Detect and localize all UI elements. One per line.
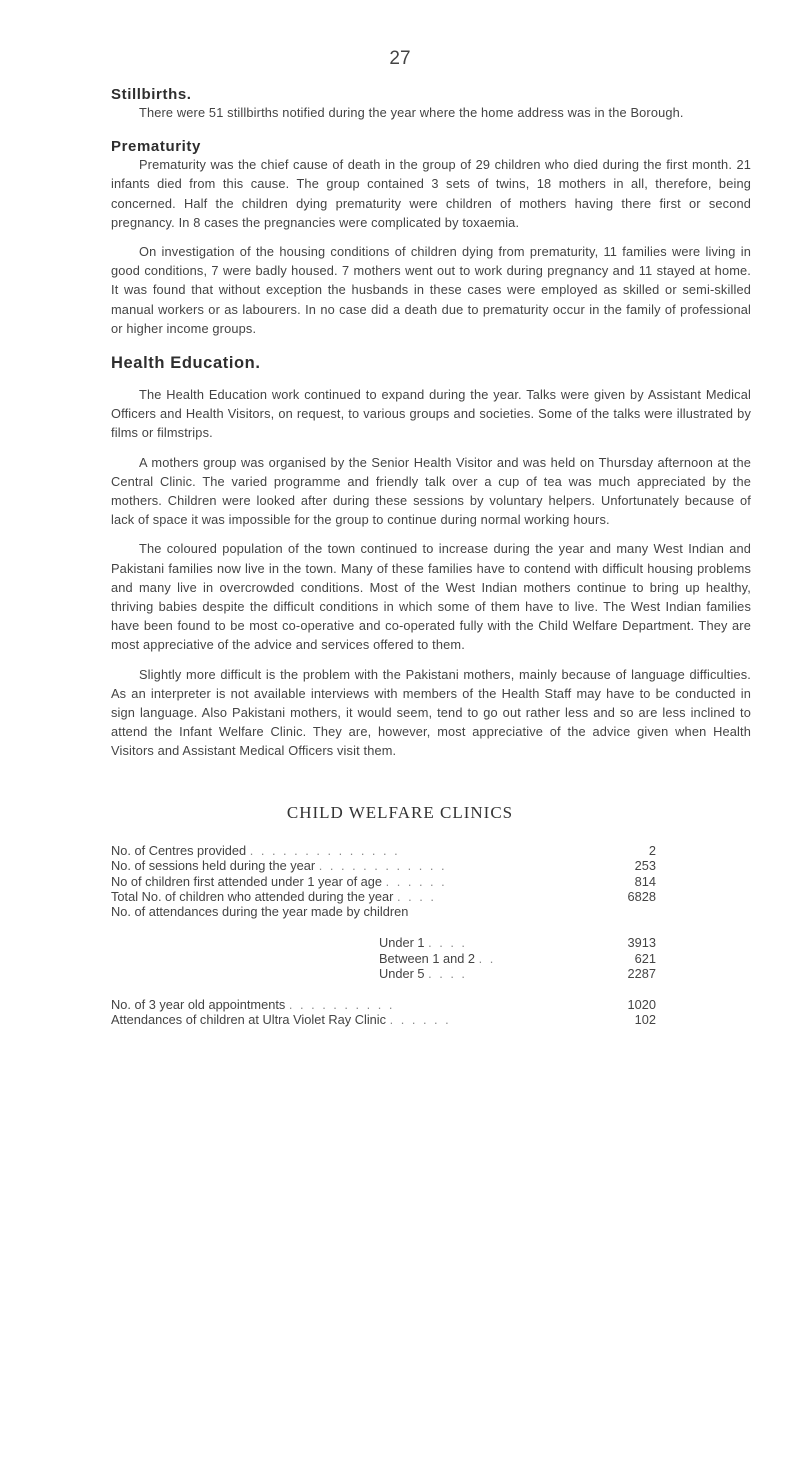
row-label: No. of Centres provided [111, 842, 247, 858]
section-stillbirths [111, 86, 751, 122]
table-spacer [111, 920, 656, 935]
row-label: Total No. of children who attended during the year [111, 888, 394, 904]
heading-health-education: Health Education. [111, 354, 261, 373]
leader-dots: . . . . [428, 935, 467, 951]
row-value: 2 [648, 842, 656, 858]
row-label: Attendances of children at Ultra Violet Ray Clinic [111, 1012, 387, 1028]
paragraph: There were 51 stillbirths notified during the year where the home address was in the Borough. [139, 105, 684, 120]
leader-dots: . . . . . . . . . . . . . . [249, 842, 400, 858]
table-row [111, 997, 656, 1012]
leader-dots: . . . . . . [385, 873, 447, 889]
table-row [111, 1012, 656, 1027]
row-value: 6828 [627, 888, 656, 904]
row-value: 3913 [627, 935, 656, 951]
row-value: 814 [634, 873, 656, 889]
document-body [111, 86, 751, 1028]
row-label: Under 5 [379, 965, 425, 981]
row-value: 2287 [627, 965, 656, 981]
leader-dots: . . . . . . [389, 1012, 451, 1028]
leader-dots: . . . . [396, 888, 436, 904]
leader-dots: . . [478, 950, 496, 966]
table-sub-row [111, 951, 656, 966]
leader-dots: . . . . [428, 965, 467, 981]
table-sub-row [111, 966, 656, 981]
section-prematurity [111, 138, 751, 338]
row-value: 102 [634, 1012, 656, 1028]
heading-stillbirths: Stillbirths. [111, 86, 192, 103]
page-number: 27 [389, 48, 411, 69]
table-row [111, 889, 656, 904]
section-health-education [111, 354, 751, 761]
row-value [628, 904, 656, 919]
row-value: 621 [634, 950, 656, 966]
leader-dots: . . . . . . . . . . . . [318, 858, 447, 874]
heading-prematurity: Prematurity [111, 138, 201, 156]
paragraph: The Health Education work continued to expand during the year. Talks were given by Assistant Medical Officers and Health Visitors, on request, to various groups and societies. Some of the talks were illustrated by films or filmstrips. [111, 387, 751, 441]
leader-dots: . . . . . . . . . . [288, 996, 395, 1012]
row-label: Between 1 and 2 [379, 950, 476, 966]
row-value: 253 [634, 858, 656, 874]
clinics-table [111, 843, 656, 1028]
row-label: No. of sessions held during the year [111, 858, 316, 874]
table-row [111, 843, 656, 858]
paragraph: A mothers group was organised by the Senior Health Visitor and was held on Thursday afternoon at the Central Clinic. The varied programme and friendly talk over a cup of tea was much appreciated by the mothers. Children were looked after during these sessions by voluntary helpers. Unfortunately because of lack of space it was impossible for the group to continue during normal working hours. [111, 454, 751, 528]
clinics-title: CHILD WELFARE CLINICS [286, 802, 514, 822]
row-value: 1020 [627, 996, 656, 1012]
row-label: No. of attendances during the year made by children [111, 904, 409, 920]
row-label: No of children first attended under 1 year of age [111, 873, 383, 889]
table-spacer [111, 981, 656, 996]
paragraph: The coloured population of the town continued to increase during the year and many West Indian and Pakistani families now live in the town. Many of these families have to contend with difficult housing problems and many live in overcrowded conditions. Most of the West Indian mothers continue to bring up healthy, thriving babies despite the difficult conditions in which some of them have to live. The West Indian families have been found to be most co-operative and co-operated fully with the Child Welfare Department. They are most appreciative of the advice and services offered to them. [111, 541, 751, 653]
paragraph: Prematurity was the chief cause of death in the group of 29 children who died during the first month. 21 infants died from this cause. The group contained 3 sets of twins, 18 mothers in all, therefore, being concerned. Half the children dying prematurity were children of mothers having there first or second pregnancy. In 8 cases the pregnancies were complicated by toxaemia. [111, 157, 751, 230]
table-row [111, 858, 656, 873]
paragraph: Slightly more difficult is the problem with the Pakistani mothers, mainly because of language difficulties. As an interpreter is not available interviews with members of the Health Staff may have to be conducted in sign language. Also Pakistani mothers, it would seem, tend to go out rather less and so are less inclined to attend the Infant Welfare Clinic. They are, however, most appreciative of the advice given when Health Visitors and Assistant Medical Officers visit them. [111, 666, 751, 759]
table-row [111, 874, 656, 889]
row-label: Under 1 [379, 935, 425, 951]
paragraph: On investigation of the housing conditions of children dying from prematurity, 11 families were living in good conditions, 7 were badly housed. 7 mothers went out to work during pregnancy and 11 stayed at home. It was found that without exception the husbands in these cases were employed as skilled or semi-skilled manual workers or as labourers. In no case did a death due to prematurity occur in the family of professional or higher income groups. [111, 244, 751, 336]
table-sub-row [111, 935, 656, 950]
table-row [111, 904, 656, 919]
row-label: No. of 3 year old appointments [111, 996, 286, 1012]
